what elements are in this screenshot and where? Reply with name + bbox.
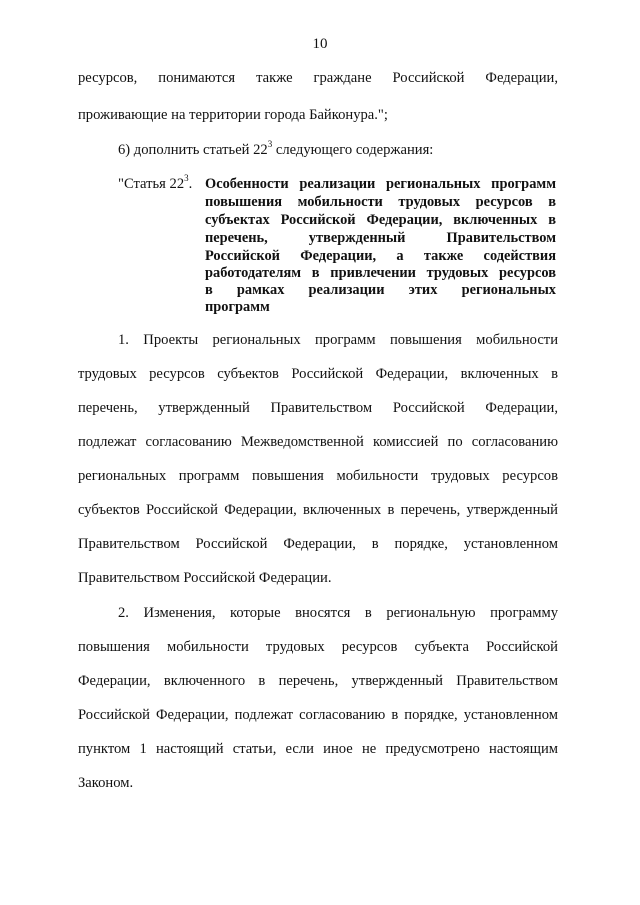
article-title-line: программ [205, 299, 270, 315]
paragraph-2-line: Законом. [78, 775, 134, 791]
intro-line-1: ресурсов, понимаются также граждане Российской Федерации, [78, 70, 558, 86]
intro-line-2: проживающие на территории города Байконура."; [78, 107, 388, 123]
item-6-text-after: следующего содержания: [272, 142, 434, 158]
paragraph-2-line: 2. Изменения, которые вносятся в региональную программу [118, 605, 558, 621]
article-title-line: субъектах Российской Федерации, включенных в [205, 212, 556, 228]
item-6-superscript: 3 [267, 139, 273, 149]
item-6-text-before: 6) дополнить статьей 22 [118, 142, 268, 158]
article-label-text: "Статья 22 [118, 176, 185, 192]
article-label-dot: . [188, 176, 193, 192]
paragraph-1-line: региональных программ повышения мобильности трудовых ресурсов [78, 468, 558, 484]
paragraph-1-line: Правительством Российской Федерации, в порядке, установленном [78, 536, 558, 552]
paragraph-2-line: Российской Федерации, подлежат согласованию в порядке, установленном [78, 707, 558, 723]
paragraph-2-line: повышения мобильности трудовых ресурсов субъекта Российской [78, 639, 558, 655]
article-title-line: Российской Федерации, а также содействия [205, 248, 556, 264]
paragraph-1-line: Правительством Российской Федерации. [78, 570, 332, 586]
article-title-line: Особенности реализации региональных программ [205, 176, 556, 192]
paragraph-2-line: Федерации, включенного в перечень, утвержденный Правительством [78, 673, 558, 689]
paragraph-1-line: подлежат согласованию Межведомственной комиссией по согласованию [78, 434, 558, 450]
paragraph-1-line: 1. Проекты региональных программ повышения мобильности [118, 332, 558, 348]
paragraph-1-line: перечень, утвержденный Правительством Российской Федерации, [78, 400, 558, 416]
article-label [118, 173, 193, 193]
paragraph-1-line: субъектов Российской Федерации, включенных в перечень, утвержденный [78, 502, 558, 518]
page-number: 10 [312, 36, 328, 52]
article-title-line: в рамках реализации этих региональных [205, 282, 556, 298]
paragraph-2-line: пунктом 1 настоящий статьи, если иное не предусмотрено настоящим [78, 741, 558, 757]
item-6-text [118, 139, 598, 159]
article-title-line: перечень, утвержденный Правительством [205, 230, 556, 246]
article-title-line: повышения мобильности трудовых ресурсов в [205, 194, 556, 210]
paragraph-1-line: трудовых ресурсов субъектов Российской Федерации, включенных в [78, 366, 558, 382]
article-label-superscript: 3 [184, 173, 189, 183]
article-title-line: работодателям в привлечении трудовых ресурсов [205, 265, 556, 281]
